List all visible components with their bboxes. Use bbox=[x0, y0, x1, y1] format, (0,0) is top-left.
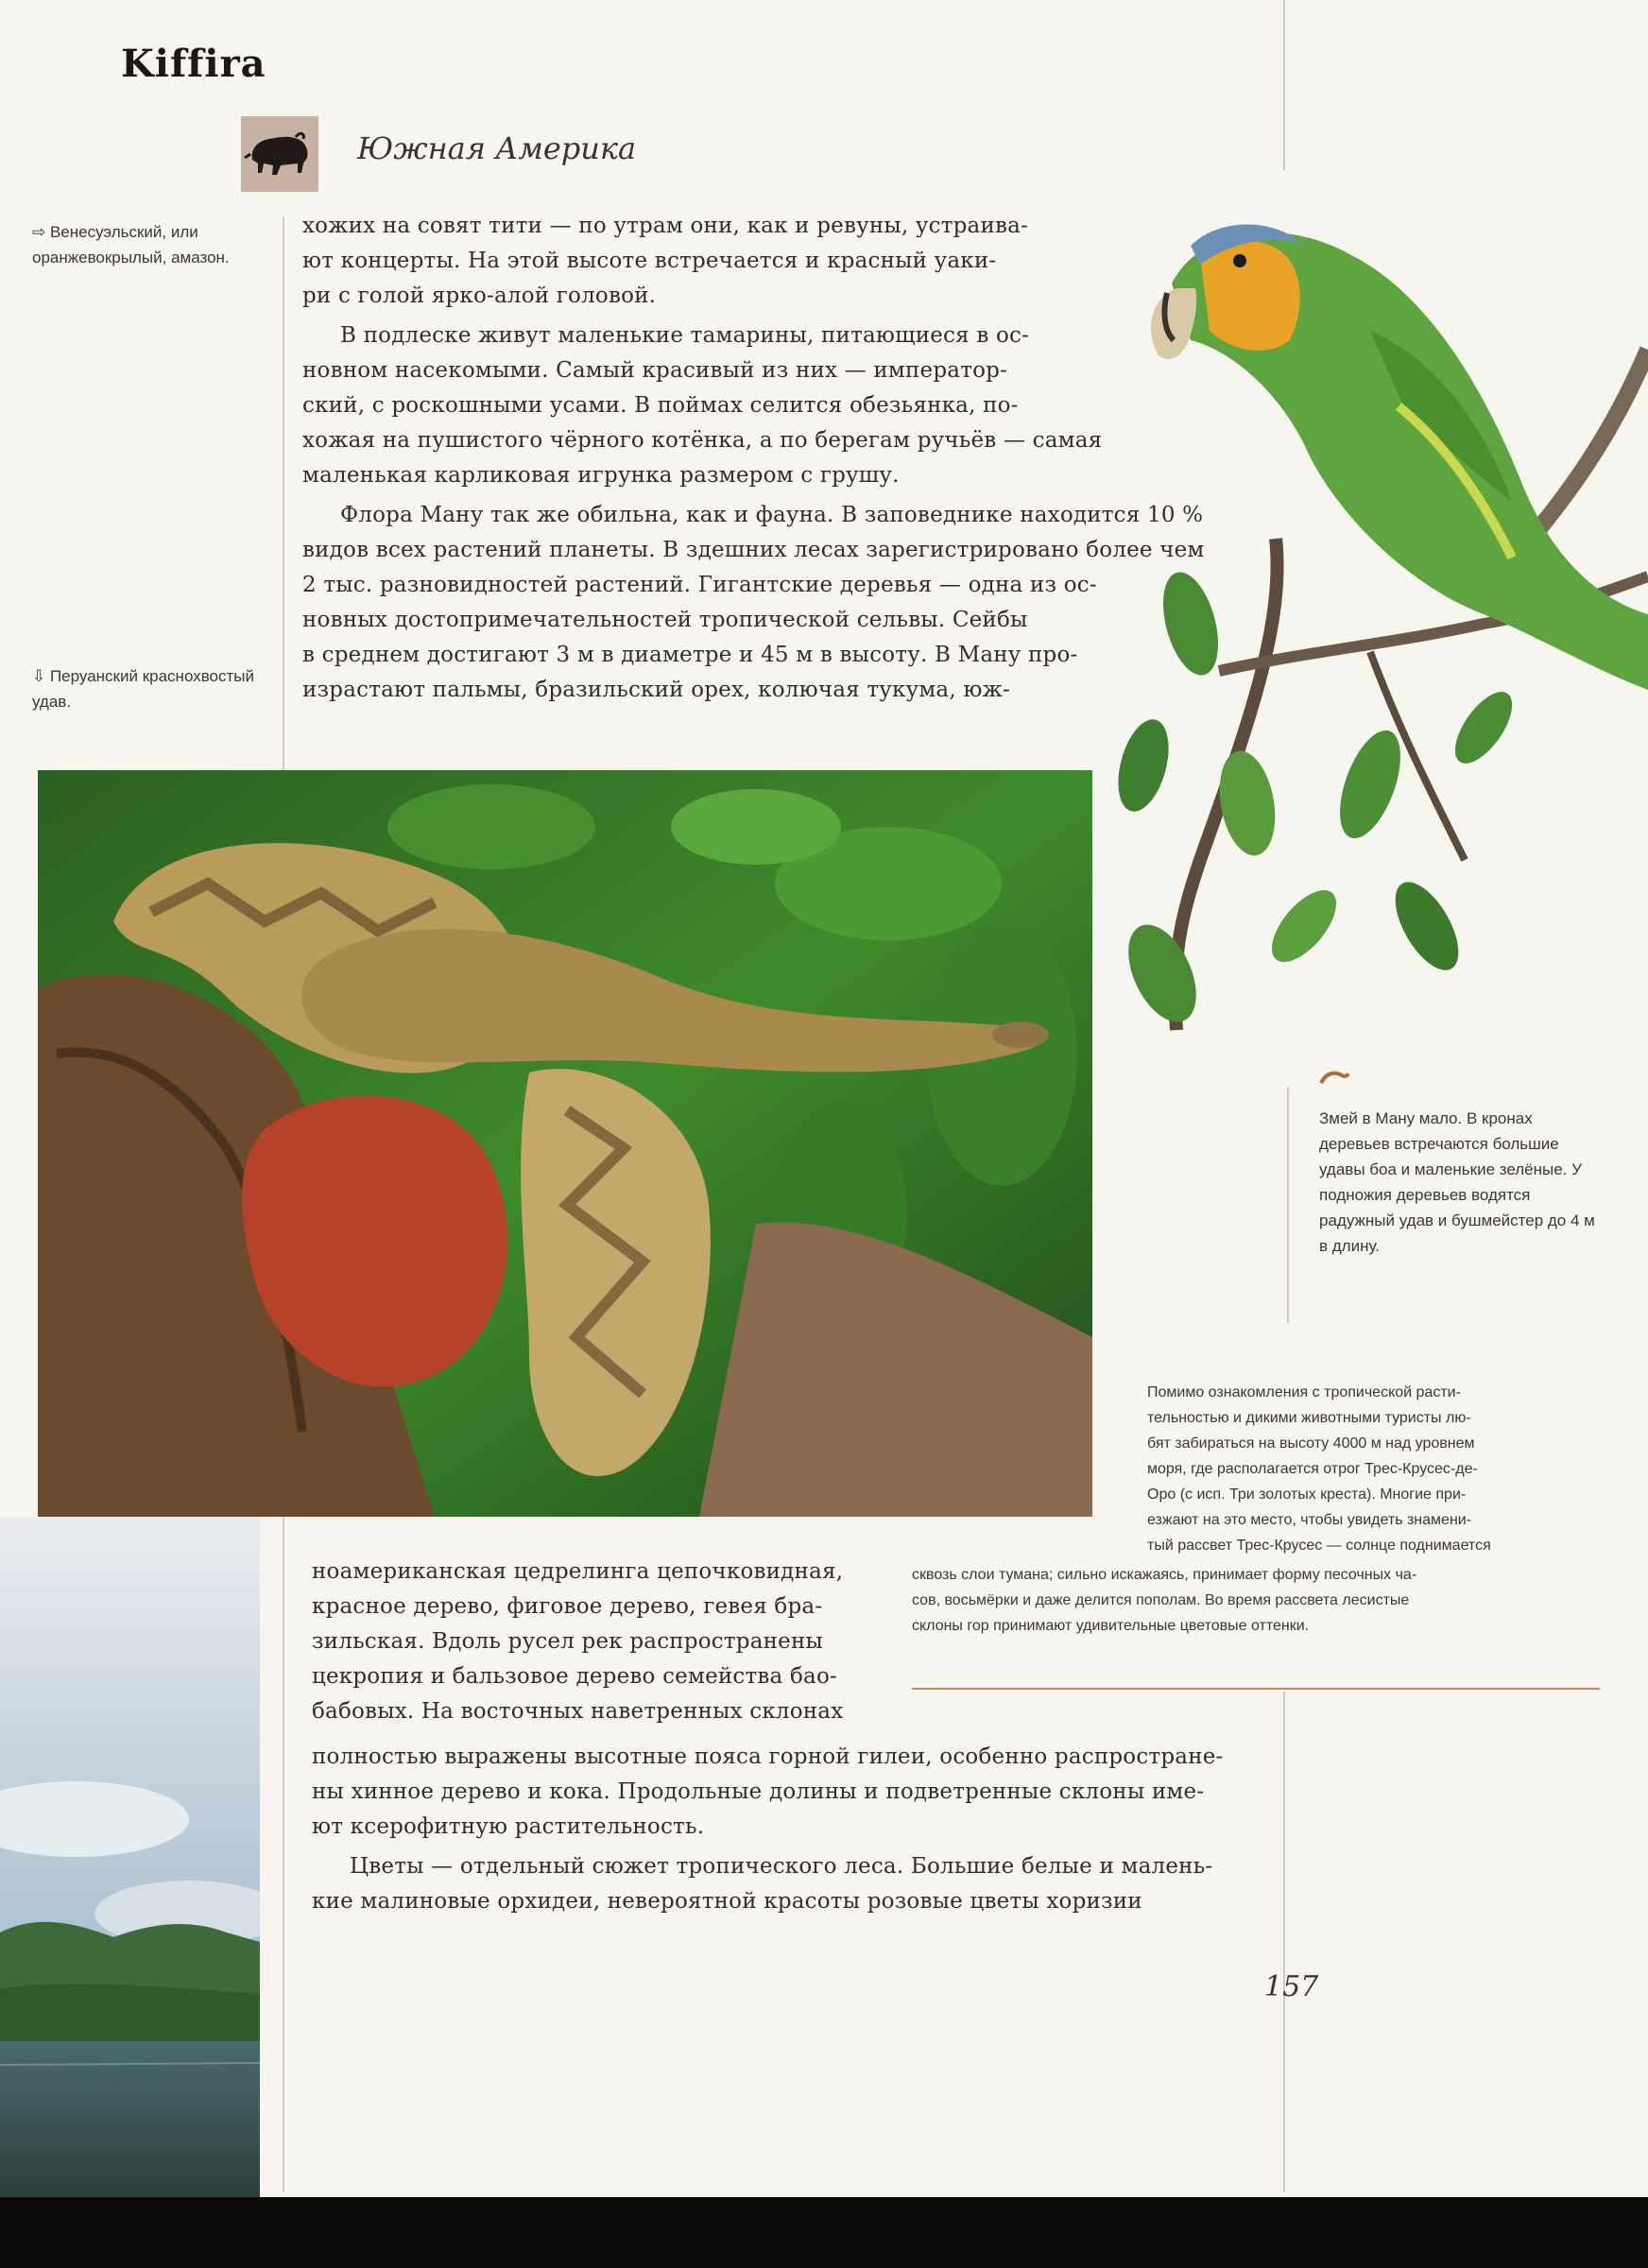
binding-edge bbox=[0, 2197, 1648, 2268]
brand-logo: Kiffira bbox=[121, 42, 266, 86]
body-line: ри с голой ярко-алой головой. bbox=[302, 284, 657, 308]
body-line: кие малиновые орхидеи, невероятной красоты розовые цветы хоризии bbox=[312, 1889, 1142, 1914]
caption-line: тый рассвет Трес-Крусес — солнце поднимается bbox=[1147, 1538, 1491, 1554]
lower-right-rule bbox=[1283, 1692, 1285, 2192]
body-line: в среднем достигают 3 м в диаметре и 45 м в высоту. В Ману про- bbox=[302, 643, 1078, 667]
body-line: полностью выражены высотные пояса горной гилеи, особенно распростране- bbox=[312, 1744, 1224, 1769]
body-line: ют ксерофитную растительность. bbox=[312, 1814, 705, 1839]
caption-line: Оро (с исп. Три золотых креста). Многие при- bbox=[1147, 1486, 1467, 1503]
caption-line: тельностью и дикими животными туристы лю- bbox=[1147, 1410, 1471, 1426]
body-line: видов всех растений планеты. В здешних лесах зарегистрировано более чем bbox=[302, 538, 1205, 562]
right-column-rule bbox=[1283, 0, 1285, 170]
page-number: 157 bbox=[1264, 1970, 1319, 2003]
caption-line: моря, где располагается отрог Трес-Крусес-де- bbox=[1147, 1461, 1478, 1477]
body-line: бабовых. На восточных наветренных склонах bbox=[312, 1699, 844, 1724]
landscape-photo bbox=[0, 1517, 260, 2197]
section-title: Южная Америка bbox=[357, 130, 637, 166]
body-line: хожая на пушистого чёрного котёнка, а по берегам ручьёв — самая bbox=[302, 428, 1103, 453]
snake-icon bbox=[1319, 1068, 1349, 1091]
snakes-caption: Змей в Ману мало. В кронах деревьев встречаются большие удавы боа и маленькие зелёные. У подножия деревьев водятся радужный удав и бушмейстер до 4 м в длину. bbox=[1319, 1109, 1595, 1255]
parrot-photo bbox=[1087, 198, 1648, 1143]
body-line: Флора Ману так же обильна, как и фауна. В заповеднике находится 10 % bbox=[340, 503, 1204, 527]
body-line: цекропия и бальзовое дерево семейства бао- bbox=[312, 1664, 837, 1689]
parrot-caption: ⇨ Венесуэльский, или оранжевокрылый, амазон. bbox=[32, 223, 230, 266]
caption-divider bbox=[912, 1688, 1600, 1690]
body-line: ский, с роскошными усами. В поймах селится обезьянка, по- bbox=[302, 393, 1019, 418]
boa-caption: ⇩ Перуанский краснохвостый удав. bbox=[32, 667, 255, 711]
caption-line: склоны гор принимают удивительные цветовые оттенки. bbox=[912, 1618, 1310, 1634]
body-line: В подлеске живут маленькие тамарины, питающиеся в ос- bbox=[340, 323, 1030, 348]
body-line: новных достопримечательностей тропической сельвы. Сейбы bbox=[302, 608, 1028, 632]
body-line: ны хинное дерево и кока. Продольные долины и подветренные склоны име- bbox=[312, 1779, 1205, 1804]
body-line: ноамериканская цедрелинга цепочковидная, bbox=[312, 1559, 844, 1584]
caption-line: сов, восьмёрки и даже делится пополам. Во время рассвета лесистые bbox=[912, 1592, 1410, 1608]
body-line: 2 тыс. разновидностей растений. Гигантские деревья — одна из ос- bbox=[302, 573, 1097, 597]
boa-photo bbox=[38, 770, 1092, 1517]
body-line: маленькая карликовая игрунка размером с грушу. bbox=[302, 463, 900, 488]
bison-icon bbox=[241, 116, 318, 192]
caption-line: Помимо ознакомления с тропической расти- bbox=[1147, 1384, 1461, 1400]
caption-line: езжают на это место, чтобы увидеть знамени- bbox=[1147, 1512, 1472, 1528]
body-line: новном насекомыми. Самый красивый из них — император- bbox=[302, 358, 1008, 383]
body-line: ют концерты. На этой высоте встречается и красный уаки- bbox=[302, 249, 997, 273]
caption-line: бят забираться на высоту 4000 м над уровнем bbox=[1147, 1435, 1475, 1452]
body-line: Цветы — отдельный сюжет тропического леса. Большие белые и малень- bbox=[350, 1854, 1213, 1879]
caption-line: сквозь слои тумана; сильно искажаясь, принимает форму песочных ча- bbox=[912, 1567, 1417, 1583]
body-line: красное дерево, фиговое дерево, гевея бра- bbox=[312, 1594, 823, 1619]
body-line: зильская. Вдоль русел рек распространены bbox=[312, 1629, 823, 1654]
body-line: израстают пальмы, бразильский орех, колючая тукума, юж- bbox=[302, 678, 1010, 702]
body-line: хожих на совят тити — по утрам они, как и ревуны, устраива- bbox=[302, 214, 1029, 238]
